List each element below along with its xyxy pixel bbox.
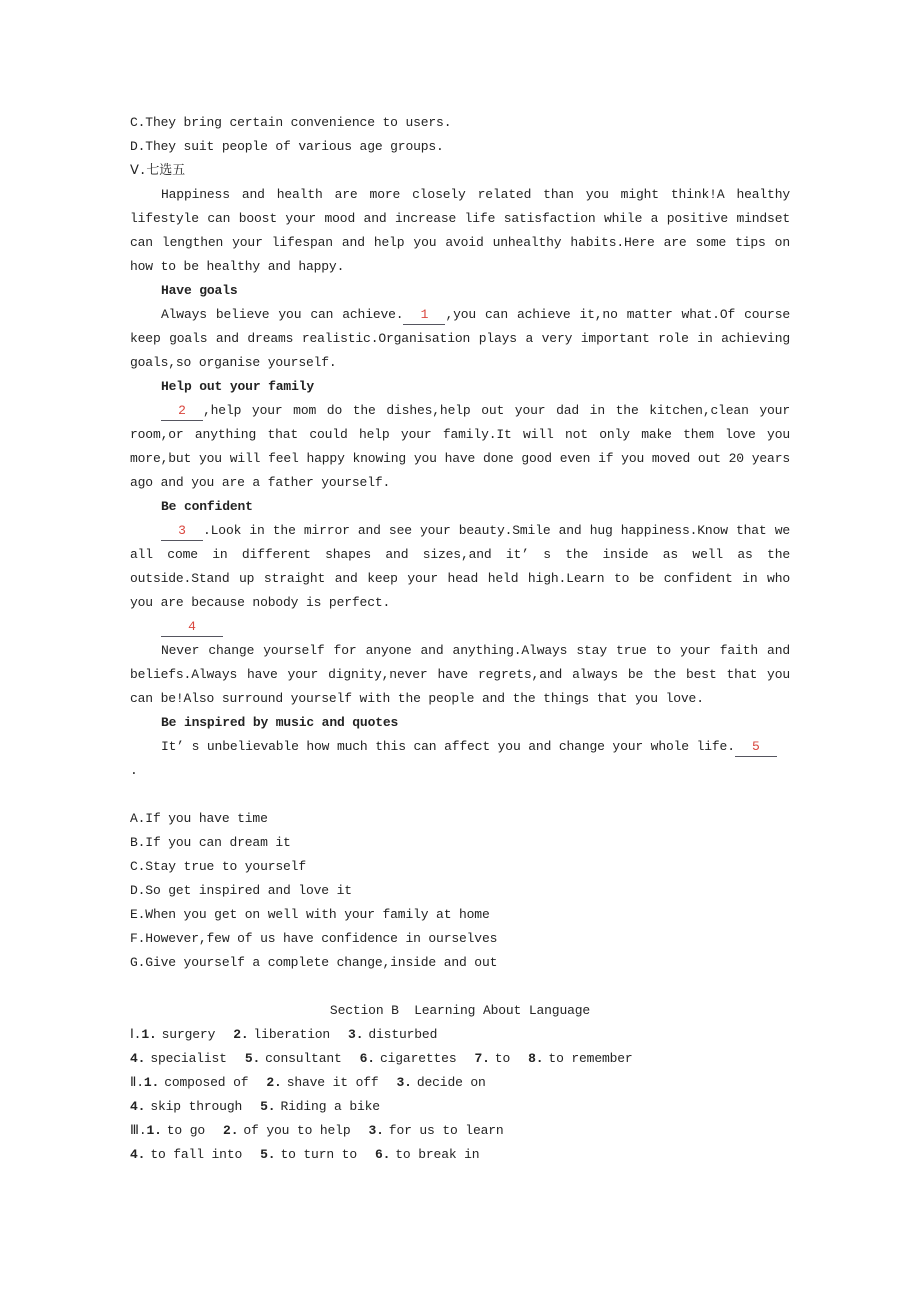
- answer-item: [397, 1075, 486, 1090]
- answer-item: [260, 1147, 357, 1162]
- answer-text: to: [494, 1051, 511, 1066]
- answer-text: composed of: [164, 1075, 249, 1090]
- document-body: [130, 111, 790, 1167]
- heading-help-out-your-family: Help out your family: [161, 379, 315, 394]
- answer-text: disturbed: [368, 1027, 438, 1042]
- answers-II-line-2: [130, 1095, 790, 1119]
- answer-number: 1.: [146, 1123, 162, 1138]
- answer-number: 3.: [368, 1123, 384, 1138]
- section-v-heading: Ⅴ.七选五: [130, 163, 185, 178]
- blank-4-heading: [130, 615, 790, 639]
- answer-number: 4.: [130, 1099, 146, 1114]
- answer-item: [146, 1123, 205, 1138]
- answer-text: for us to learn: [388, 1123, 504, 1138]
- answer-text: shave it off: [286, 1075, 379, 1090]
- answer-item: [266, 1075, 378, 1090]
- answer-item: [474, 1051, 510, 1066]
- answer-number: 3.: [396, 1075, 412, 1090]
- choice-d: D.So get inspired and love it: [130, 883, 352, 898]
- answer-number: 1.: [143, 1075, 160, 1090]
- heading-be-confident: Be confident: [161, 499, 253, 514]
- answer-number: 7.: [474, 1051, 490, 1066]
- option-c-top: C.They bring certain convenience to users.: [130, 115, 452, 130]
- roman-numeral-prefix: Ⅲ.: [130, 1123, 147, 1138]
- paragraph-stay-true: Never change yourself for anyone and anything.Always stay true to your faith and beliefs.Always have your dignity,never have regrets,and always be the best that you can be!Also surround yourself with the people and the things that you love.: [130, 643, 790, 706]
- answer-text: of you to help: [243, 1123, 351, 1138]
- answer-item: [260, 1099, 380, 1114]
- choice-f: F.However,few of us have confidence in ourselves: [130, 931, 498, 946]
- answer-item: [130, 1099, 242, 1114]
- answer-number: 5.: [244, 1051, 261, 1066]
- spacer-2: [130, 975, 790, 999]
- fill-in-blank-3: [161, 524, 203, 541]
- blank-number-1: 1: [420, 307, 429, 322]
- answer-number: 2.: [233, 1027, 249, 1042]
- answers-II-line-1: [130, 1071, 790, 1095]
- heading-be-inspired: Be inspired by music and quotes: [161, 715, 399, 730]
- answer-number: 4.: [130, 1051, 146, 1066]
- answers-III-line-1: [130, 1119, 790, 1143]
- answer-text: to go: [166, 1123, 206, 1138]
- answer-text: specialist: [150, 1051, 227, 1066]
- choice-c: C.Stay true to yourself: [130, 859, 306, 874]
- answer-item: [360, 1051, 457, 1066]
- answer-text: to break in: [395, 1147, 480, 1162]
- answer-number: 1.: [141, 1027, 157, 1042]
- option-d-top: D.They suit people of various age groups.: [130, 139, 444, 154]
- intro-paragraph: Happiness and health are more closely related than you might think!A healthy lifestyle can boost your mood and increase life satisfaction while a positive mindset can lengthen your lifespan and help you avoid unhealthy habits.Here are some tips on how to be healthy and happy.: [130, 187, 790, 274]
- answer-number: 5.: [260, 1147, 276, 1162]
- roman-numeral-prefix: Ⅱ.: [130, 1075, 144, 1090]
- answer-text: Riding a bike: [280, 1099, 380, 1114]
- answer-number: 4.: [130, 1147, 146, 1162]
- answer-item: [375, 1147, 479, 1162]
- spacer-1: [130, 783, 790, 807]
- answer-number: 2.: [223, 1123, 239, 1138]
- answer-text: to remember: [548, 1051, 633, 1066]
- fill-in-blank-5: [735, 740, 777, 757]
- answer-item: [368, 1123, 503, 1138]
- answer-number: 8.: [528, 1051, 544, 1066]
- answer-text: to fall into: [150, 1147, 243, 1162]
- answer-item: [348, 1027, 437, 1042]
- blank-number-2: 2: [178, 403, 186, 418]
- answer-item: [130, 1051, 227, 1066]
- answer-text: liberation: [253, 1027, 331, 1042]
- heading-have-goals: Have goals: [161, 283, 238, 298]
- answers-III-line-2: [130, 1143, 790, 1167]
- answer-item: [528, 1051, 632, 1066]
- roman-numeral-prefix: Ⅰ.: [130, 1027, 142, 1042]
- answer-item: [130, 1147, 242, 1162]
- paragraph-help-out-your-family: 2 ,help your mom do the dishes,help out your dad in the kitchen,clean your room,or anything that could help your family.It will not only make them love you more,but you will feel happy knowing you have done good even if you moved out 20 years ago and you are a father yourself.: [130, 403, 790, 490]
- answer-item: [141, 1027, 215, 1042]
- answer-item: [144, 1075, 248, 1090]
- answers-I-line-1: [130, 1023, 790, 1047]
- blank-number-4: 4: [188, 619, 196, 634]
- answer-text: decide on: [416, 1075, 486, 1090]
- answer-item: [233, 1027, 330, 1042]
- paragraph-have-goals: Always believe you can achieve. 1 ,you can achieve it,no matter what.Of course keep goals and dreams realistic.Organisation plays a very important role in achieving goals,so organise yourself.: [130, 307, 790, 370]
- answer-number: 2.: [266, 1075, 282, 1090]
- fill-in-blank-2: [161, 404, 203, 421]
- answer-item: [245, 1051, 342, 1066]
- answer-text: cigarettes: [379, 1051, 457, 1066]
- blank-number-3: 3: [178, 523, 186, 538]
- choice-b: B.If you can dream it: [130, 835, 291, 850]
- answer-item: [223, 1123, 350, 1138]
- answer-number: 6.: [359, 1051, 375, 1066]
- fill-in-blank-1: [403, 308, 445, 325]
- paragraph-be-confident: 3 .Look in the mirror and see your beauty.Smile and hug happiness.Know that we all come in different shapes and sizes,and it’ s the inside as well as the outside.Stand up straight and keep your head held high.Learn to be confident in who you are because nobody is perfect.: [130, 523, 790, 610]
- fill-in-blank-4: [161, 620, 223, 637]
- answer-text: to turn to: [280, 1147, 357, 1162]
- blank-number-5: 5: [752, 739, 760, 754]
- answers-I-line-2: [130, 1047, 790, 1071]
- section-b-title: Section B Learning About Language: [329, 1003, 591, 1018]
- choice-e: E.When you get on well with your family at home: [130, 907, 490, 922]
- choice-g: G.Give yourself a complete change,inside and out: [130, 955, 498, 970]
- answer-text: surgery: [161, 1027, 216, 1042]
- wrapped-period-line: .: [130, 763, 138, 778]
- paragraph-be-inspired: It’ s unbelievable how much this can affect you and change your whole life. 5: [130, 735, 790, 759]
- answer-number: 6.: [374, 1147, 391, 1162]
- answer-number: 5.: [260, 1099, 276, 1114]
- choice-a: A.If you have time: [130, 811, 268, 826]
- answer-text: skip through: [150, 1099, 243, 1114]
- answer-text: consultant: [265, 1051, 342, 1066]
- answer-number: 3.: [348, 1027, 364, 1042]
